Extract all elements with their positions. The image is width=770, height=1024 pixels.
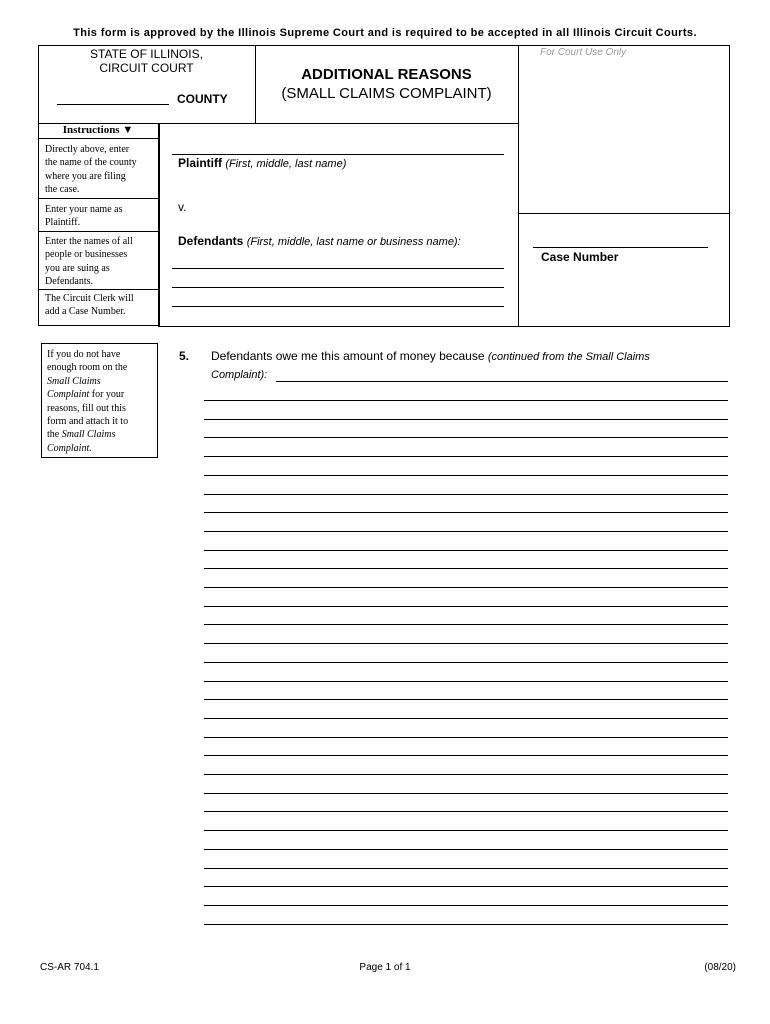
header-divider-1 [255,45,256,123]
section-text-group [211,349,650,363]
court-heading [38,47,255,75]
instruction-line: where you are filing [45,170,126,182]
defendant-name-field-2[interactable] [172,287,504,288]
instruction-line: Enter your name as [45,204,123,215]
sidebar-line: the Small Claims [47,429,116,441]
caret-down-icon: ▼ [122,124,134,136]
reason-line[interactable] [204,624,728,625]
defendants-label-group [178,234,461,248]
instruction-line: you are suing as [45,262,110,274]
instruction-line: the case. [45,183,80,195]
header-top-border [38,45,730,46]
reason-line[interactable] [204,419,728,420]
defendant-name-field-1[interactable] [172,268,504,269]
reason-line[interactable] [204,868,728,869]
reason-line[interactable] [204,774,728,775]
instruction-step-2 [45,203,155,230]
instruction-line: people or businesses [45,249,128,261]
circuit-court-line: CIRCUIT COURT [99,61,194,75]
revision-date: (08/20) [704,962,736,973]
instruction-line: The Circuit Clerk will [45,293,134,304]
county-name-field[interactable] [57,104,169,105]
reason-line[interactable] [204,886,728,887]
instruction-line: Enter the names of all [45,236,133,247]
sidebar-line: enough room on the [47,362,128,374]
header-divider-2 [518,45,519,327]
instructions-heading[interactable] [38,123,158,139]
reason-line[interactable] [204,793,728,794]
instruction-divider [38,289,159,290]
reason-line[interactable] [204,681,728,682]
county-label: COUNTY [177,92,228,106]
reason-line[interactable] [204,699,728,700]
defendants-hint: (First, middle, last name or business name): [246,236,461,248]
section-text: Defendants owe me this amount of money because [211,349,485,363]
instruction-step-4 [45,292,155,319]
section-hint: (continued from the Small Claims [487,351,650,363]
plaintiff-label: Plaintiff [178,156,222,170]
sidebar-line: If you do not have [47,349,121,360]
instruction-divider [38,231,159,232]
reason-line[interactable] [204,830,728,831]
reason-line[interactable] [204,662,728,663]
approval-note: This form is approved by the Illinois Supreme Court and is required to be accepted in all Illinois Circuit Courts. [73,27,697,39]
case-number-label: Case Number [541,250,619,264]
reason-line[interactable] [204,811,728,812]
reason-line[interactable] [276,381,728,382]
reason-line[interactable] [204,512,728,513]
instruction-line: add a Case Number. [45,306,126,318]
sidebar-line: Complaint for your [47,389,125,401]
reason-line[interactable] [204,587,728,588]
reason-line[interactable] [204,550,728,551]
plaintiff-name-field[interactable] [172,154,504,155]
instruction-step-1 [45,143,155,196]
court-use-label: For Court Use Only [540,47,627,58]
reason-line[interactable] [204,737,728,738]
instruction-line: Directly above, enter [45,144,130,155]
reason-line[interactable] [204,849,728,850]
reason-line[interactable] [204,494,728,495]
reason-line[interactable] [204,718,728,719]
reason-line[interactable] [204,437,728,438]
caption-bottom-border [158,326,729,327]
page-number: Page 1 of 1 [359,962,411,973]
section-number: 5. [179,349,190,363]
plaintiff-hint: (First, middle, last name) [225,158,347,170]
sidebar-line: reasons, fill out this [47,402,126,414]
sidebar-line: Complaint. [47,442,92,454]
state-line: STATE OF ILLINOIS, [90,47,203,61]
reason-line[interactable] [204,924,728,925]
reason-line[interactable] [204,475,728,476]
plaintiff-label-group [178,156,346,170]
court-use-divider [518,213,729,214]
form-subtitle: (SMALL CLAIMS COMPLAINT) [281,85,492,102]
sidebar-line: form and attach it to [47,416,129,428]
reason-line[interactable] [204,400,728,401]
reason-line[interactable] [204,755,728,756]
instruction-line: Defendants. [45,275,94,287]
instruction-line: Plaintiff. [45,217,81,229]
instruction-line: the name of the county [45,157,137,169]
reason-line[interactable] [204,606,728,607]
form-title: ADDITIONAL REASONS [301,66,472,83]
instructions-heading-label: Instructions [62,124,120,136]
sidebar-line: Small Claims [47,375,101,387]
header-right-border [729,45,730,327]
reason-line[interactable] [204,531,728,532]
reason-line[interactable] [204,456,728,457]
reason-line[interactable] [204,905,728,906]
reason-line[interactable] [204,568,728,569]
defendants-label: Defendants [178,234,244,248]
instruction-divider [38,198,159,199]
instruction-step-3 [45,235,155,288]
versus-label: v. [178,200,187,214]
form-code: CS-AR 704.1 [40,962,99,973]
case-number-field[interactable] [533,247,708,248]
sidebar-note [47,348,155,455]
reason-line[interactable] [204,643,728,644]
defendant-name-field-3[interactable] [172,306,504,307]
section-hint-cont: Complaint): [211,369,268,381]
